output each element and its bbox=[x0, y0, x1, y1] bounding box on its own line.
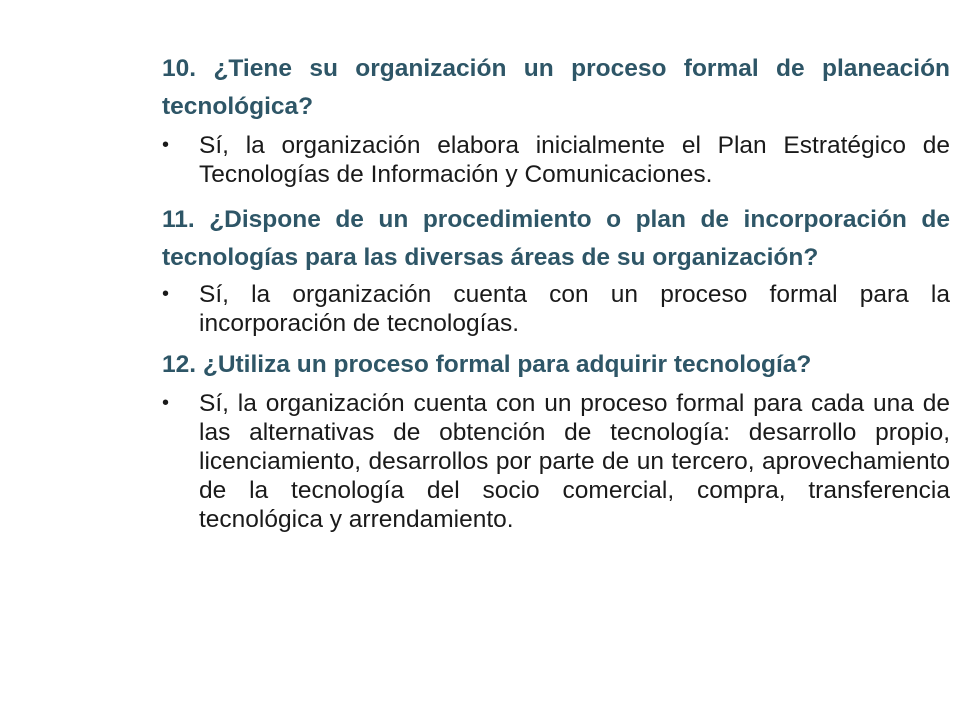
answer-12 bbox=[162, 389, 950, 534]
answer-10-text: Sí, la organización elabora inicialmente el Plan Estratégico de Tecnologías de Información y Comunicaciones. bbox=[199, 132, 950, 188]
bullet-icon: • bbox=[162, 283, 170, 305]
question-10: 10. ¿Tiene su organización un proceso formal de planeación tecnológica? bbox=[162, 55, 950, 120]
answer-11 bbox=[162, 280, 950, 338]
answer-11-text: Sí, la organización cuenta con un proceso formal para la incorporación de tecnologías. bbox=[199, 281, 950, 337]
bullet-icon: • bbox=[162, 134, 170, 156]
question-12: 12. ¿Utiliza un proceso formal para adquirir tecnología? bbox=[162, 351, 812, 378]
question-11: 11. ¿Dispone de un procedimiento o plan de incorporación de tecnologías para las diversas áreas de su organización? bbox=[162, 206, 950, 271]
bullet-icon: • bbox=[162, 392, 170, 414]
answer-12-text: Sí, la organización cuenta con un proceso formal para cada una de las alternativas de obtención de tecnología: desarrollo propio, licenciamiento, desarrollos por parte de un tercero, aprovechamiento de la tecnología del socio comercial, compra, transferencia tecnológica y arrendamiento. bbox=[199, 390, 950, 533]
slide-content bbox=[162, 50, 950, 534]
answer-10 bbox=[162, 131, 950, 189]
